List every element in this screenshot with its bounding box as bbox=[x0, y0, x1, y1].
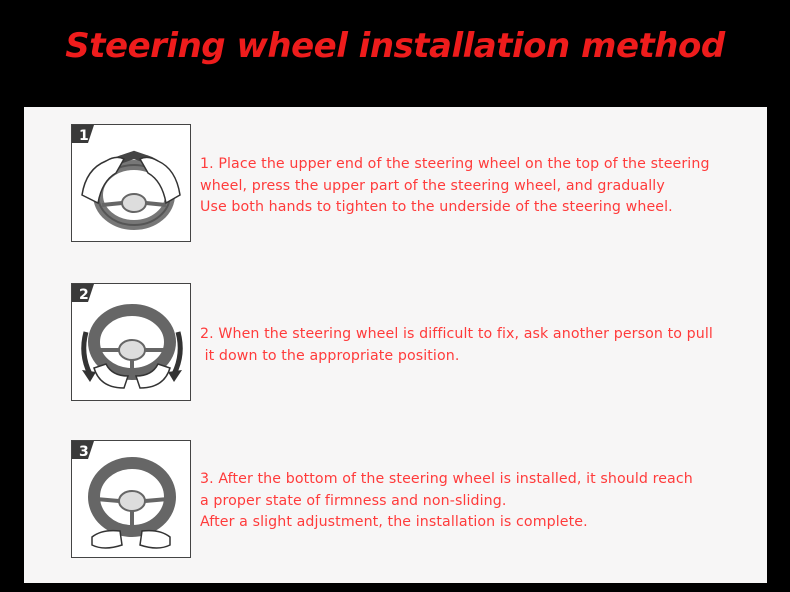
hands-adjusting-wheel-bottom-icon bbox=[71, 440, 191, 558]
description-line: Use both hands to tighten to the underside of the steering wheel. bbox=[200, 199, 673, 215]
description-line: it down to the appropriate position. bbox=[200, 347, 460, 364]
hands-pulling-wheel-arrows-icon bbox=[71, 283, 191, 401]
description-line: After a slight adjustment, the installation is complete. bbox=[200, 514, 588, 530]
description-line: wheel, press the upper part of the steering wheel, and gradually bbox=[200, 177, 665, 194]
step-3-description bbox=[200, 469, 765, 534]
page-title: Steering wheel installation method bbox=[65, 26, 725, 66]
step-1-description bbox=[200, 154, 765, 219]
step-number: 2 bbox=[79, 287, 89, 303]
description-line: 2. When the steering wheel is difficult to fix, ask another person to pull bbox=[200, 326, 713, 342]
description-line: 3. After the bottom of the steering wheel is installed, it should reach bbox=[200, 471, 693, 487]
description-line: a proper state of firmness and non-sliding. bbox=[200, 492, 507, 509]
step-number: 1 bbox=[79, 128, 89, 144]
hands-pressing-wheel-top-icon bbox=[71, 124, 191, 242]
instructions-panel bbox=[24, 107, 767, 583]
step-number: 3 bbox=[79, 444, 89, 460]
step-2-description bbox=[200, 324, 765, 367]
description-line: 1. Place the upper end of the steering wheel on the top of the steering bbox=[200, 156, 710, 172]
